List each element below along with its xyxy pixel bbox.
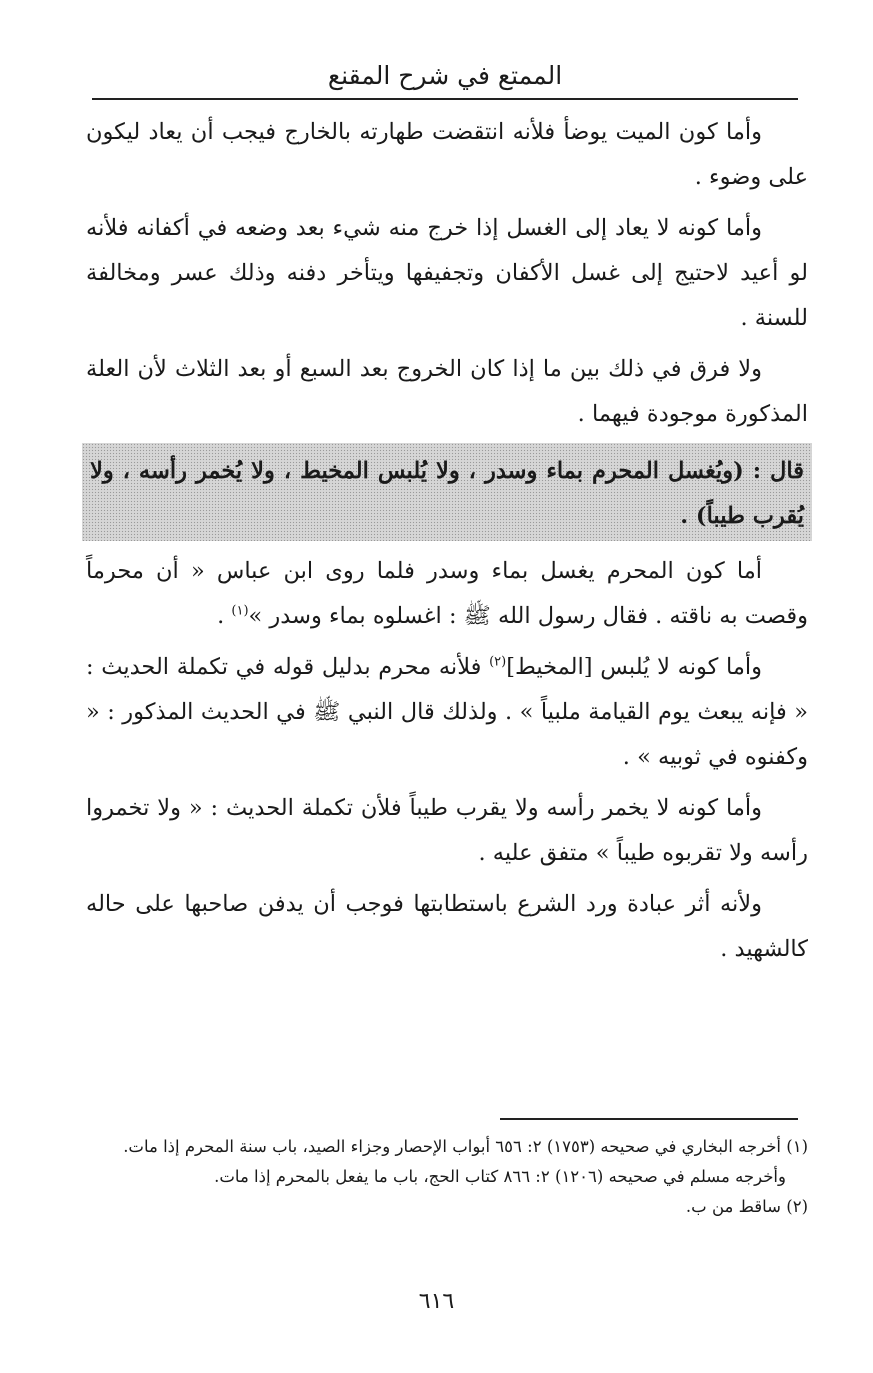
paragraph-5-rest: فلأنه محرم بدليل قوله في تكملة الحديث : « فإنه يبعث يوم القيامة ملبياً » . ولذلك قال النبي ﷺ في الحديث المذكور : « وكفنوه في ثوبيه » .: [86, 654, 808, 770]
paragraph-7: ولأنه أثر عبادة ورد الشرع باستطابتها فوجب أن يدفن صاحبها على حاله كالشهيد .: [86, 891, 808, 962]
footnotes: [86, 1132, 808, 1222]
paragraph-4-end: .: [217, 603, 232, 629]
paragraph-5-start: وأما كونه لا يُلبس [المخيط]: [506, 654, 763, 680]
matn-quote: قال : (ويُغسل المحرم بماء وسدر ، ولا يُلبس المخيط ، ولا يُخمر رأسه ، ولا يُقرب طيباً) .: [82, 443, 812, 541]
paragraph-4: [86, 549, 808, 639]
paragraph-1: وأما كون الميت يوضأ فلأنه انتقضت طهارته بالخارج فيجب أن يعاد ليكون على وضوء .: [86, 119, 808, 190]
paragraph-4-text: أما كون المحرم يغسل بماء وسدر فلما روى ابن عباس « أن محرماً وقصت به ناقته . فقال رسول الله ﷺ : اغسلوه بماء وسدر »: [86, 558, 808, 629]
footnote-2: (٢) ساقط من ب.: [685, 1197, 808, 1216]
footnote-rule: [500, 1118, 798, 1120]
footnote-ref-2[interactable]: (٢): [489, 654, 507, 670]
main-text: [86, 110, 808, 972]
paragraph-3: ولا فرق في ذلك بين ما إذا كان الخروج بعد السبع أو بعد الثلاث لأن العلة المذكورة موجودة فيهما .: [86, 356, 808, 427]
footnote-ref-1[interactable]: (١): [231, 603, 249, 619]
footnote-1: (١) أخرجه البخاري في صحيحه (١٧٥٣) ٢: ٦٥٦ أبواب الإحصار وجزاء الصيد، باب سنة المحرم إذا مات.: [123, 1137, 808, 1156]
header-rule: [92, 98, 798, 100]
page-header-title: الممتع في شرح المقنع: [327, 61, 563, 90]
paragraph-5: [86, 645, 808, 780]
footnote-1-continued: وأخرجه مسلم في صحيحه (١٢٠٦) ٢: ٨٦٦ كتاب الحج، باب ما يفعل بالمحرم إذا مات.: [214, 1167, 786, 1186]
paragraph-2: وأما كونه لا يعاد إلى الغسل إذا خرج منه شيء بعد وضعه في أكفانه فلأنه لو أعيد لاحتيج إلى غسل الأكفان وتجفيفها ويتأخر دفنه وذلك عسر ومخالفة للسنة .: [86, 215, 808, 331]
paragraph-6: وأما كونه لا يخمر رأسه ولا يقرب طيباً فلأن تكملة الحديث : « ولا تخمروا رأسه ولا تقربوه طيباً » متفق عليه .: [86, 795, 808, 866]
page-number: ٦١٦: [418, 1289, 455, 1314]
